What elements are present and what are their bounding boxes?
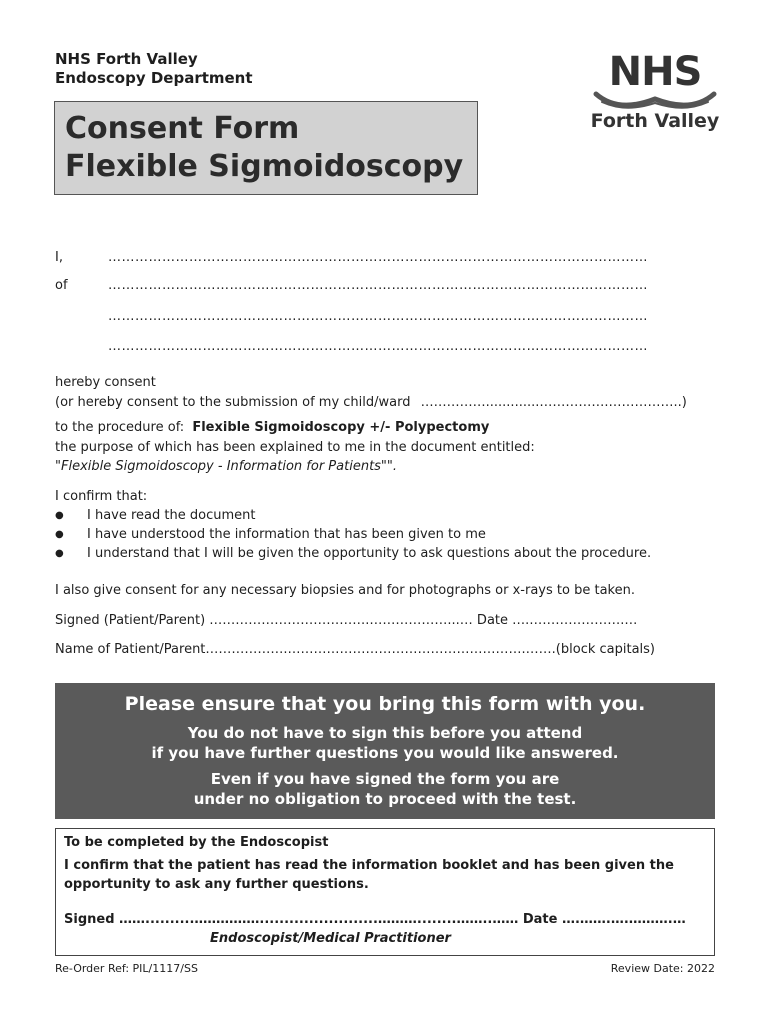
endoscopist-statement-line2: opportunity to ask any further questions.	[64, 877, 369, 892]
procedure-name: Flexible Sigmoidoscopy +/- Polypectomy	[192, 420, 490, 435]
patient-signature-field[interactable]: Signed (Patient/Parent) ……………………………….………………...… Date ….………………….…	[55, 613, 638, 628]
name-field[interactable]: …………………………………………………………………………………………………………	[108, 250, 648, 265]
notice-heading: Please ensure that you bring this form with you.	[124, 693, 646, 715]
reorder-reference: Re-Order Ref: PIL/1117/SS	[55, 962, 198, 975]
notice-line3: Even if you have signed the form you are	[210, 770, 560, 788]
hereby-consent-text: hereby consent	[55, 375, 156, 390]
nhs-logo-subtext: Forth Valley	[590, 110, 720, 132]
organisation-heading	[55, 50, 253, 88]
notice-line2: if you have further questions you would like answered.	[151, 744, 619, 762]
form-title-line2: Flexible Sigmoidoscopy	[65, 149, 464, 184]
child-ward-text	[55, 393, 687, 412]
form-title-box	[54, 101, 478, 195]
confirm-item: ● I have read the document	[55, 506, 651, 525]
notice-line1: You do not have to sign this before you attend	[187, 724, 583, 742]
confirm-item: ● I understand that I will be given the opportunity to ask questions about the procedure.	[55, 544, 651, 563]
procedure-line	[55, 418, 489, 437]
address-field-line2[interactable]: …………………………………………………………………………………………………………	[108, 309, 648, 324]
confirm-item: ● I have understood the information that has been given to me	[55, 525, 651, 544]
form-title-line1: Consent Form	[65, 111, 300, 146]
also-consent-text: I also give consent for any necessary biopsies and for photographs or x-rays to be taken.	[55, 583, 635, 598]
address-field-line3[interactable]: …………………………………………………………………………………………………………	[108, 339, 648, 354]
purpose-text: the purpose of which has been explained to me in the document entitled:	[55, 440, 535, 455]
confirm-list	[55, 506, 651, 563]
nhs-logo	[590, 50, 720, 132]
patient-name-field[interactable]: Name of Patient/Parent……………….……………………………………………….…….(block capitals)	[55, 642, 655, 657]
organisation-name: NHS Forth Valley	[55, 50, 198, 68]
i-label: I,	[55, 250, 63, 265]
procedure-prefix: to the procedure of:	[55, 420, 185, 435]
confirm-intro: I confirm that:	[55, 489, 148, 504]
endoscopist-heading: To be completed by the Endoscopist	[64, 835, 329, 850]
of-label: of	[55, 278, 68, 293]
endoscopist-statement-line1: I confirm that the patient has read the information booklet and has been given the	[64, 858, 674, 873]
endoscopist-signature-field[interactable]: Signed ……..........……………........................………........……..…… Date ….…….….……….…	[64, 912, 686, 927]
review-date: Review Date: 2022	[610, 962, 715, 975]
child-ward-field[interactable]: …………….............…………….……………..)	[420, 395, 687, 410]
endoscopist-section	[55, 828, 715, 956]
address-field-line1[interactable]: …………………………………………………………………………………………………………	[108, 278, 648, 293]
nhs-logo-text: NHS	[608, 49, 702, 95]
information-document-title: "Flexible Sigmoidoscopy - Information for Patients"".	[55, 459, 398, 474]
notice-line4: under no obligation to proceed with the test.	[193, 790, 577, 808]
child-ward-label: (or hereby consent to the submission of my child/ward	[55, 395, 411, 410]
endoscopist-role: Endoscopist/Medical Practitioner	[210, 931, 451, 946]
department-name: Endoscopy Department	[55, 69, 253, 87]
bring-form-notice	[55, 683, 715, 819]
